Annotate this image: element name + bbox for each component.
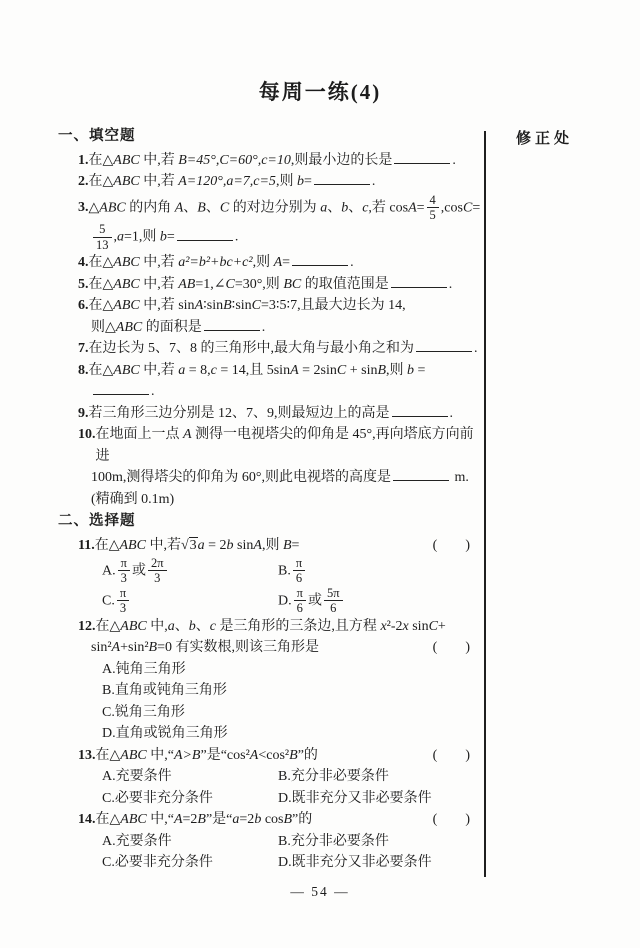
text-segment: B: [197, 200, 206, 216]
option-d: [278, 852, 484, 874]
question-line: [58, 637, 484, 659]
question-line: [58, 403, 484, 425]
question-number: 11.: [78, 537, 95, 553]
text-segment: ,: [113, 229, 117, 245]
text-segment: (精确到 0.1m): [91, 491, 175, 507]
text-segment: = 14,且 5sin: [216, 362, 291, 378]
text-segment: 在: [88, 174, 103, 189]
text-segment: 中,若: [145, 537, 181, 553]
options-list: [58, 766, 484, 809]
option-label: C.: [102, 593, 115, 609]
text-segment: C: [428, 618, 438, 634]
text-segment: △ABC: [109, 747, 147, 763]
text-segment: 中,: [146, 618, 168, 634]
question-line: [58, 222, 484, 252]
text-segment: + sin: [346, 362, 378, 378]
text-segment: 既非充分又非必要条件: [291, 790, 432, 806]
text-segment: b: [188, 618, 196, 634]
text-segment: ²-2: [386, 618, 403, 634]
text-segment: B: [377, 362, 387, 378]
question-text: [89, 295, 406, 317]
option-label: D.: [278, 790, 292, 806]
text-segment: A: [249, 747, 259, 763]
text-segment: A=120°,a=7,c=5: [178, 174, 276, 189]
option-b: [102, 680, 484, 702]
text-segment: 在: [95, 747, 110, 763]
question-text: [95, 535, 300, 557]
text-segment: <cos²: [258, 747, 290, 763]
text-segment: 在: [88, 362, 103, 378]
text-segment: C: [219, 200, 230, 216]
text-segment: sin: [408, 618, 429, 634]
text-segment: =: [416, 200, 425, 216]
text-segment: 在: [88, 276, 103, 292]
text-segment: .: [234, 229, 239, 245]
text-segment: 、: [195, 618, 210, 634]
answer-blank: [416, 338, 472, 352]
page-title: 每周一练(4): [258, 80, 382, 104]
option-label: A.: [102, 769, 116, 784]
text-segment: b: [407, 362, 415, 378]
text-segment: A: [194, 298, 204, 313]
option-a: [102, 766, 278, 788]
answer-blank: [314, 171, 370, 185]
question-line: [58, 252, 484, 274]
fraction: $\frac{5}{13}$: [91, 222, 114, 252]
question-number: 2.: [78, 174, 89, 189]
text-segment: ∶sin: [231, 298, 252, 313]
text-segment: A: [173, 812, 183, 827]
question-text: [91, 467, 469, 489]
text-segment: =1,: [195, 276, 214, 292]
text-segment: .: [474, 341, 478, 356]
question-number: 10.: [78, 427, 96, 442]
text-segment: m.: [451, 470, 469, 485]
text-segment: x: [402, 618, 409, 634]
question: [58, 360, 484, 403]
option-d: [102, 723, 484, 745]
text-segment: b: [159, 229, 167, 245]
text-segment: △ABC: [109, 618, 147, 634]
question-text: [96, 745, 318, 767]
question-number: 12.: [78, 618, 96, 634]
question-text: [91, 637, 319, 659]
fraction: $\frac{4}{5}$: [425, 193, 441, 223]
question: [58, 150, 484, 172]
text-segment: 在: [88, 152, 103, 168]
option-d: [278, 788, 484, 810]
text-segment: +sin²: [120, 640, 149, 655]
text-segment: x: [380, 618, 387, 634]
text-segment: = 2sin: [298, 362, 337, 378]
text-segment: A: [253, 537, 262, 553]
question: [58, 193, 484, 253]
option-label: C.: [102, 790, 115, 806]
text-segment: 在边长为 5、7、8 的三角形中,最大角与最小角之和为: [88, 341, 414, 356]
question-text: [89, 338, 478, 360]
text-segment: 、: [174, 618, 189, 634]
text-segment: 在地面上一点: [95, 427, 183, 442]
sqrt-sign: √3: [180, 537, 197, 553]
option-label: A.: [102, 563, 116, 579]
question-text: [91, 317, 265, 339]
text-segment: =: [282, 255, 291, 270]
question: [58, 274, 484, 296]
worksheet-body: [58, 125, 484, 874]
text-segment: △ABC: [108, 537, 146, 553]
answer-blank: [393, 467, 449, 481]
text-segment: =: [303, 174, 312, 189]
text-segment: 则: [91, 319, 105, 335]
text-segment: a: [167, 618, 175, 634]
question-number: 1.: [78, 152, 89, 168]
options-list: [58, 556, 484, 616]
option-a: [102, 831, 278, 853]
text-segment: =: [414, 362, 426, 378]
text-segment: .: [261, 319, 266, 335]
question-line: [58, 489, 484, 511]
text-segment: a²=b²+bc+c²: [178, 255, 253, 270]
option-b: [278, 556, 484, 586]
text-segment: c: [209, 618, 216, 634]
options-list: [58, 659, 484, 745]
text-segment: 锐角三角形: [114, 704, 185, 720]
text-segment: ,则: [275, 174, 297, 189]
text-segment: b: [296, 174, 304, 189]
text-segment: B: [197, 812, 206, 827]
answer-blank: [292, 252, 348, 266]
text-segment: 直角或锐角三角形: [115, 726, 228, 741]
fraction: $\frac{2\pi}{3}$: [146, 556, 169, 586]
question-line: [58, 171, 484, 193]
text-segment: b: [341, 200, 349, 216]
text-segment: ,cos: [440, 200, 463, 216]
option-label: D.: [102, 726, 116, 741]
question-line: [58, 150, 484, 172]
text-segment: A: [111, 640, 121, 655]
text-segment: △ABC: [102, 174, 140, 189]
text-segment: .: [371, 174, 376, 189]
question-line: [58, 424, 484, 467]
option-c: [102, 852, 278, 874]
question: [58, 171, 484, 193]
text-segment: B: [289, 747, 298, 763]
answer-paren: ( ): [432, 747, 470, 763]
question-line: [58, 745, 484, 767]
text-segment: =2: [182, 812, 198, 827]
question-line: [58, 193, 484, 223]
question-number: 8.: [78, 362, 89, 378]
text-segment: ”的: [297, 747, 318, 763]
question-line: [58, 535, 484, 557]
text-segment: 的内角: [125, 200, 175, 216]
text-segment: a: [232, 812, 240, 827]
option-label: B.: [278, 833, 291, 849]
text-segment: ,则: [261, 537, 283, 553]
option-a: [102, 659, 484, 681]
text-segment: A>B: [173, 747, 201, 763]
text-segment: 中,若: [139, 362, 179, 378]
option-b: [278, 831, 484, 853]
text-segment: A: [183, 427, 192, 442]
section-heading: 二、选择题: [58, 513, 136, 529]
option-label: A.: [102, 661, 116, 677]
text-segment: =: [166, 229, 175, 245]
question-text: [91, 222, 238, 252]
text-segment: 中,若: [139, 255, 179, 270]
option-label: A.: [102, 833, 116, 849]
text-segment: 在: [95, 812, 110, 827]
text-segment: +: [437, 618, 446, 634]
question-text: [89, 193, 481, 223]
text-segment: c: [210, 362, 217, 378]
question-text: [91, 489, 174, 511]
text-segment: △ABC: [102, 152, 140, 168]
text-segment: 直角或钝角三角形: [114, 683, 227, 698]
question: [58, 424, 484, 510]
question-line: [58, 274, 484, 296]
text-segment: .: [452, 152, 456, 168]
text-segment: 在: [88, 298, 103, 313]
text-segment: ,若 cos: [368, 200, 409, 216]
answer-blank: [392, 403, 448, 417]
text-segment: =: [472, 200, 481, 216]
text-segment: BC: [283, 276, 302, 292]
text-segment: 或: [307, 593, 322, 609]
question-number: 13.: [78, 747, 96, 763]
text-segment: ,则最小边的长是: [290, 152, 393, 168]
option-label: D.: [278, 855, 292, 870]
text-segment: sin²: [91, 640, 112, 655]
text-segment: 、: [327, 200, 342, 216]
text-segment: =0 有实数根,则该三角形是: [157, 640, 320, 655]
question-text: [89, 252, 354, 274]
question-line: [58, 295, 484, 317]
text-segment: AB: [178, 276, 196, 292]
text-segment: △ABC: [109, 812, 147, 827]
text-segment: a: [178, 362, 186, 378]
text-segment: B: [223, 298, 232, 313]
text-segment: A: [174, 200, 184, 216]
text-segment: △ABC: [102, 298, 140, 313]
text-segment: sin: [233, 537, 254, 553]
text-segment: 测得一电视塔尖的仰角是 45°,再向塔底方向前进: [95, 427, 474, 464]
fraction: $\frac{\pi}{6}$: [292, 586, 308, 616]
text-segment: △ABC: [105, 319, 143, 335]
fraction: $\frac{\pi}{3}$: [115, 586, 131, 616]
option-b: [278, 766, 484, 788]
text-segment: 在: [94, 537, 109, 553]
text-segment: 中,若: [139, 276, 179, 292]
option-label: C.: [102, 704, 115, 720]
option-label: D.: [278, 593, 292, 609]
text-segment: 充分非必要条件: [290, 769, 389, 784]
question-text: [89, 403, 454, 425]
text-segment: B: [282, 537, 292, 553]
answer-blank: [394, 150, 450, 164]
answer-blank: [391, 274, 447, 288]
text-segment: 中,若 sin: [139, 298, 195, 313]
answer-paren: ( ): [432, 812, 470, 827]
text-segment: 充要条件: [115, 769, 172, 784]
question-number: 5.: [78, 276, 89, 292]
text-segment: 的面积是: [142, 319, 202, 335]
text-segment: 充分非必要条件: [290, 833, 389, 849]
text-segment: =1,则: [124, 229, 160, 245]
text-segment: = 8,: [185, 362, 211, 378]
text-segment: 钝角三角形: [115, 661, 186, 677]
page-number: — 54 —: [290, 884, 350, 899]
question-line: [58, 616, 484, 638]
question-line: [58, 360, 484, 382]
text-segment: C: [462, 200, 473, 216]
text-segment: =2: [239, 812, 255, 827]
text-segment: 的对边分别为: [229, 200, 321, 216]
text-segment: 100m,测得塔尖的仰角为 60°,则此电视塔的高度是: [91, 470, 391, 485]
question-line: [58, 809, 484, 831]
text-segment: 或: [131, 563, 146, 579]
question-line: [58, 467, 484, 489]
text-segment: C: [251, 298, 261, 313]
question: [58, 295, 484, 338]
question-text: [96, 809, 313, 831]
question: [58, 403, 484, 425]
question: [58, 809, 484, 874]
text-segment: A: [408, 200, 417, 216]
text-segment: 中,若: [139, 152, 179, 168]
text-segment: 、: [348, 200, 363, 216]
text-segment: .: [449, 405, 453, 421]
fraction: $\frac{5\pi}{6}$: [322, 586, 345, 616]
text-segment: a: [197, 537, 205, 553]
text-segment: 、: [183, 200, 198, 216]
text-segment: b: [226, 537, 234, 553]
question-text: [89, 360, 426, 382]
text-segment: =: [291, 537, 300, 553]
option-a: [102, 556, 278, 586]
answer-blank: [93, 381, 149, 395]
question-number: 3.: [78, 200, 89, 216]
text-segment: = 2: [204, 537, 227, 553]
question: [58, 745, 484, 810]
option-label: B.: [278, 563, 291, 579]
text-segment: ”是“: [205, 812, 233, 827]
text-segment: ∠C: [213, 276, 235, 292]
text-segment: △ABC: [102, 255, 140, 270]
answer-blank: [177, 227, 233, 241]
fraction: $\frac{\pi}{3}$: [116, 556, 132, 586]
option-label: C.: [102, 855, 115, 870]
question-text: [96, 616, 446, 638]
answer-paren: ( ): [432, 640, 470, 655]
correction-area-label: 修正处: [516, 131, 574, 147]
option-c: [102, 586, 278, 616]
question: [58, 616, 484, 745]
text-segment: △ABC: [102, 362, 140, 378]
text-segment: △ABC: [88, 200, 126, 216]
question-text: [96, 424, 485, 467]
question-line: [58, 338, 484, 360]
text-segment: a: [117, 229, 124, 245]
text-segment: ”是“cos²: [200, 747, 250, 763]
options-list: [58, 831, 484, 874]
text-segment: A: [290, 362, 299, 378]
question-number: 6.: [78, 298, 89, 313]
option-label: B.: [102, 683, 115, 698]
question-text: [91, 381, 155, 403]
question-line: [58, 381, 484, 403]
text-segment: B: [148, 640, 158, 655]
text-segment: .: [151, 384, 155, 399]
text-segment: 中,“: [146, 747, 174, 763]
text-segment: ”的: [292, 812, 313, 827]
text-segment: 在: [88, 255, 103, 270]
text-segment: .: [448, 276, 453, 292]
text-segment: △ABC: [102, 276, 140, 292]
question: [58, 535, 484, 616]
text-segment: c: [362, 200, 369, 216]
text-segment: 是三角形的三条边,且方程: [215, 618, 381, 634]
question-number: 7.: [78, 341, 89, 356]
question: [58, 338, 484, 360]
question: [58, 252, 484, 274]
option-label: B.: [278, 769, 291, 784]
option-c: [102, 702, 484, 724]
question-number: 4.: [78, 255, 89, 270]
text-segment: 中,“: [146, 812, 174, 827]
text-segment: b: [254, 812, 262, 827]
text-segment: 必要非充分条件: [114, 790, 213, 806]
text-segment: 的取值范围是: [301, 276, 389, 292]
text-segment: =30°,则: [234, 276, 284, 292]
text-segment: B: [283, 812, 293, 827]
text-segment: a: [320, 200, 328, 216]
text-segment: A: [273, 255, 283, 270]
text-segment: ,则: [252, 255, 274, 270]
text-segment: 在: [95, 618, 110, 634]
answer-paren: ( ): [432, 537, 470, 553]
text-segment: 中,若: [139, 174, 179, 189]
question-text: [89, 274, 453, 296]
option-d: [278, 586, 484, 616]
text-segment: =3∶5∶7,且最大边长为 14,: [261, 298, 406, 313]
text-segment: 既非充分又非必要条件: [291, 855, 432, 870]
question-number: 14.: [78, 812, 96, 827]
text-segment: 、: [205, 200, 220, 216]
text-segment: 充要条件: [115, 833, 172, 849]
text-segment: 必要非充分条件: [114, 855, 213, 870]
text-segment: ,则: [386, 362, 408, 378]
fraction: $\frac{\pi}{6}$: [291, 556, 307, 586]
question-line: [58, 317, 484, 339]
text-segment: 若三角形三边分别是 12、7、9,则最短边上的高是: [88, 405, 390, 421]
answer-blank: [204, 317, 260, 331]
question-text: [89, 150, 456, 172]
option-c: [102, 788, 278, 810]
text-segment: B=45°,C=60°,c=10: [178, 152, 291, 168]
question-text: [89, 171, 376, 193]
correction-divider-line: [484, 131, 486, 877]
text-segment: ∶sin: [203, 298, 224, 313]
question-number: 9.: [78, 405, 89, 421]
text-segment: C: [336, 362, 347, 378]
text-segment: .: [350, 255, 354, 270]
text-segment: cos: [261, 812, 284, 827]
section-heading: 一、填空题: [58, 128, 136, 144]
